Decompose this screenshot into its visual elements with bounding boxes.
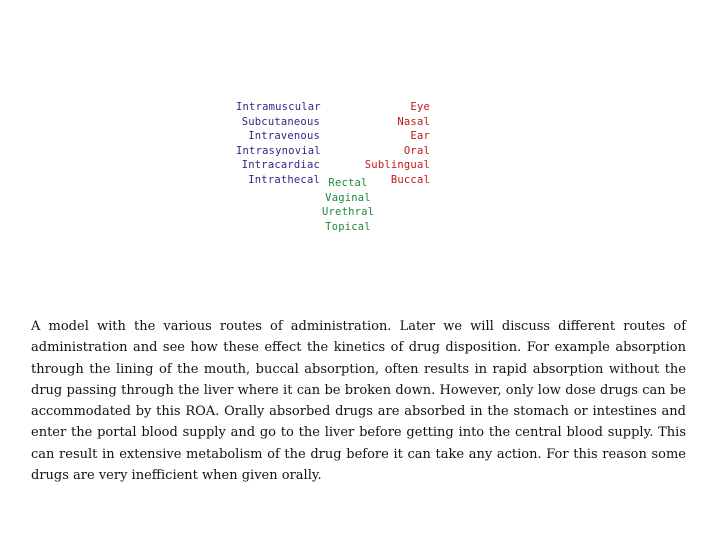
caption-paragraph: A model with the various routes of administration. Later we will discuss different routes of administration and see how these effect the kinetics of drug disposition. For example absorption through the lining of the mouth, buccal absorption, often results in rapid absorption without the drug passing through the liver where it can be broken down. However, only low dose drugs can be accommodated by this ROA. Orally absorbed drugs are absorbed in the stomach or intestines and enter the portal blood supply and go to the liver before getting into the central blood supply. This can result in extensive metabolism of the drug before it can take any action. For this reason some drugs are very inefficient when given orally. bbox=[31, 319, 686, 484]
route-label: Nasal bbox=[397, 115, 430, 128]
route-label: Intracardiac bbox=[241, 159, 320, 172]
route-label: Sublingual bbox=[364, 159, 430, 172]
route-label: Ear bbox=[410, 130, 430, 143]
route-label: Urethral bbox=[322, 206, 375, 219]
other-routes-list bbox=[322, 176, 374, 234]
route-label: Intravenous bbox=[248, 130, 320, 143]
parenteral-routes-list bbox=[236, 100, 320, 188]
route-label: Intrathecal bbox=[248, 173, 320, 186]
mucosal-routes-list bbox=[362, 100, 430, 188]
route-label: Rectal bbox=[328, 177, 368, 189]
route-label: Intrasynovial bbox=[236, 144, 321, 157]
route-label: Intramuscular bbox=[236, 101, 321, 113]
route-label: Eye bbox=[410, 101, 430, 113]
route-label: Topical bbox=[325, 220, 371, 233]
route-label: Vaginal bbox=[325, 191, 371, 204]
route-label: Buccal bbox=[390, 173, 430, 186]
route-label: Subcutaneous bbox=[241, 115, 320, 128]
route-label: Oral bbox=[403, 144, 430, 157]
